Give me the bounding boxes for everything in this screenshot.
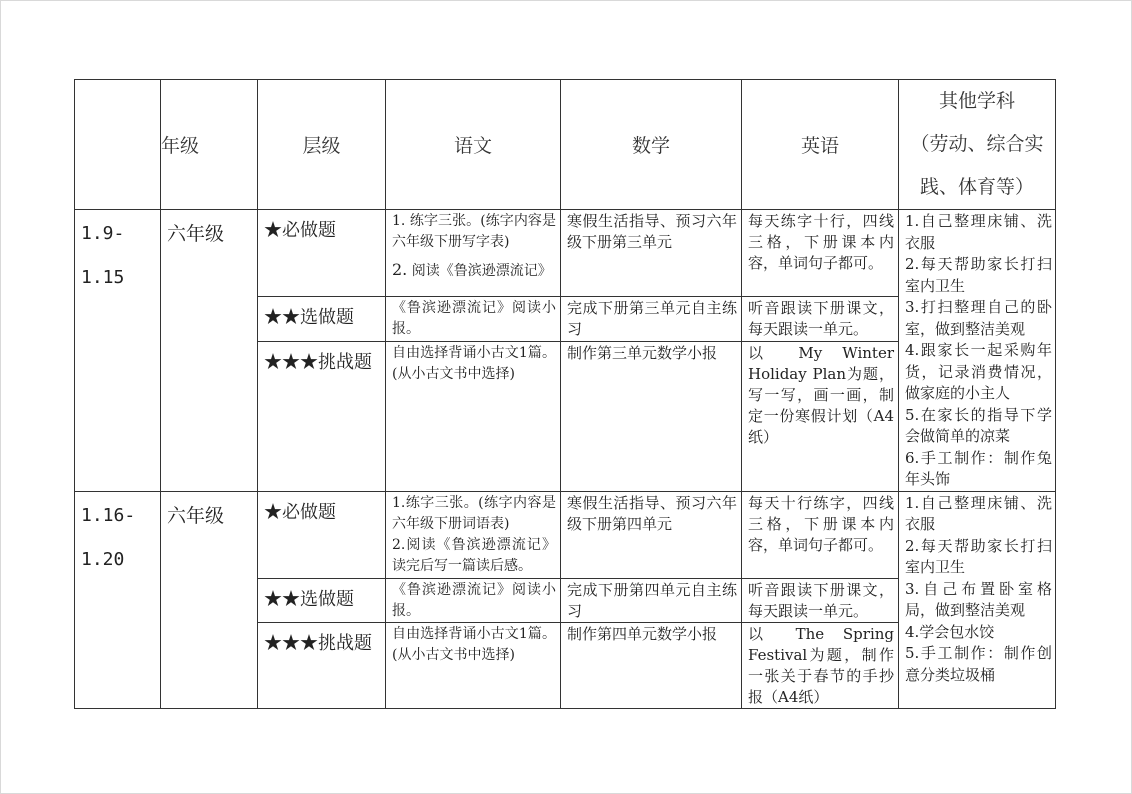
english-cell: 听音跟读下册课文，每天跟读一单元。 <box>742 578 899 622</box>
date-start: 1.16- <box>81 504 136 526</box>
other-task: 1.自己整理床铺、洗衣服 <box>905 212 1052 252</box>
grade-cell: 六年级 <box>161 491 258 708</box>
chinese-task: 1. 练字三张。(练字内容是六年级下册写字表) <box>392 213 556 250</box>
math-cell: 完成下册第四单元自主练习 <box>561 578 742 622</box>
header-other-subjects <box>899 80 1056 210</box>
header-other-line: 践、体育等） <box>919 176 1034 198</box>
chinese-cell: 《鲁滨逊漂流记》阅读小报。 <box>386 297 561 341</box>
other-task: 5.在家长的指导下学会做简单的凉菜 <box>905 405 1052 445</box>
math-cell: 寒假生活指导、预习六年级下册第三单元 <box>561 210 742 297</box>
week-date-cell <box>75 210 161 492</box>
header-other-line: （劳动、综合实 <box>910 133 1044 155</box>
other-task: 2.每天帮助家长打扫室内卫生 <box>905 255 1052 295</box>
english-cell: 听音跟读下册课文，每天跟读一单元。 <box>742 297 899 341</box>
level-cell: ★★选做题 <box>258 297 386 341</box>
other-task: 1.自己整理床铺、洗衣服 <box>905 493 1052 533</box>
header-date <box>75 80 161 210</box>
winter-homework-table <box>74 79 1056 709</box>
other-task: 4.学会包水饺 <box>905 622 995 641</box>
chinese-cell <box>386 491 561 578</box>
date-end: 1.15 <box>81 267 125 288</box>
chinese-task: 1.练字三张。(练字内容是六年级下册词语表) <box>392 494 556 532</box>
chinese-cell: 自由选择背诵小古文1篇。(从小古文书中选择) <box>386 341 561 491</box>
header-other-line: 其他学科 <box>938 90 1015 112</box>
math-cell: 制作第三单元数学小报 <box>561 341 742 491</box>
math-cell: 完成下册第三单元自主练习 <box>561 297 742 341</box>
week-date-cell <box>75 491 161 708</box>
level-cell: ★★★挑战题 <box>258 341 386 491</box>
table-row <box>75 210 1056 297</box>
date-start: 1.9- <box>81 223 125 244</box>
header-english: 英语 <box>742 80 899 210</box>
other-subjects-cell <box>899 210 1056 492</box>
math-cell: 制作第四单元数学小报 <box>561 622 742 708</box>
header-grade: 年级 <box>161 80 258 210</box>
other-task: 5.手工制作：制作创意分类垃圾桶 <box>905 644 1052 684</box>
english-cell: 每天练字十行，四线三格，下册课本内容，单词句子都可。 <box>742 210 899 297</box>
level-cell: ★★选做题 <box>258 578 386 622</box>
table-header-row <box>75 80 1056 210</box>
table-row <box>75 491 1056 578</box>
english-cell: 每天十行练字，四线三格，下册课本内容，单词句子都可。 <box>742 491 899 578</box>
other-task: 4.跟家长一起采购年货，记录消费情况，做家庭的小主人 <box>905 341 1052 402</box>
date-end: 1.20 <box>81 548 125 570</box>
other-task: 2.每天帮助家长打扫室内卫生 <box>905 536 1052 576</box>
chinese-task: 2.阅读《鲁滨逊漂流记》读完后写一篇读后感。 <box>392 536 556 574</box>
math-cell: 寒假生活指导、预习六年级下册第四单元 <box>561 491 742 578</box>
english-cell: 以 The Spring Festival为题，制作一张关于春节的手抄报（A4纸） <box>742 622 899 708</box>
level-cell: ★必做题 <box>258 491 386 578</box>
chinese-cell: 自由选择背诵小古文1篇。(从小古文书中选择) <box>386 622 561 708</box>
level-cell: ★必做题 <box>258 210 386 297</box>
header-math: 数学 <box>561 80 742 210</box>
chinese-task: 2. 阅读《鲁滨逊漂流记》 <box>392 260 552 279</box>
other-task: 3.打扫整理自己的卧室，做到整洁美观 <box>905 298 1052 338</box>
other-task: 3.自己布置卧室格局，做到整洁美观 <box>905 579 1052 619</box>
english-cell: 以 My Winter Holiday Plan为题，写一写，画一画，制定一份寒假计划（A4纸） <box>742 341 899 491</box>
level-cell: ★★★挑战题 <box>258 622 386 708</box>
header-chinese: 语文 <box>386 80 561 210</box>
chinese-cell <box>386 210 561 297</box>
header-level: 层级 <box>258 80 386 210</box>
chinese-cell: 《鲁滨逊漂流记》阅读小报。 <box>386 578 561 622</box>
other-task: 6.手工制作：制作兔年头饰 <box>905 448 1052 488</box>
grade-cell: 六年级 <box>161 210 258 492</box>
other-subjects-cell <box>899 491 1056 708</box>
